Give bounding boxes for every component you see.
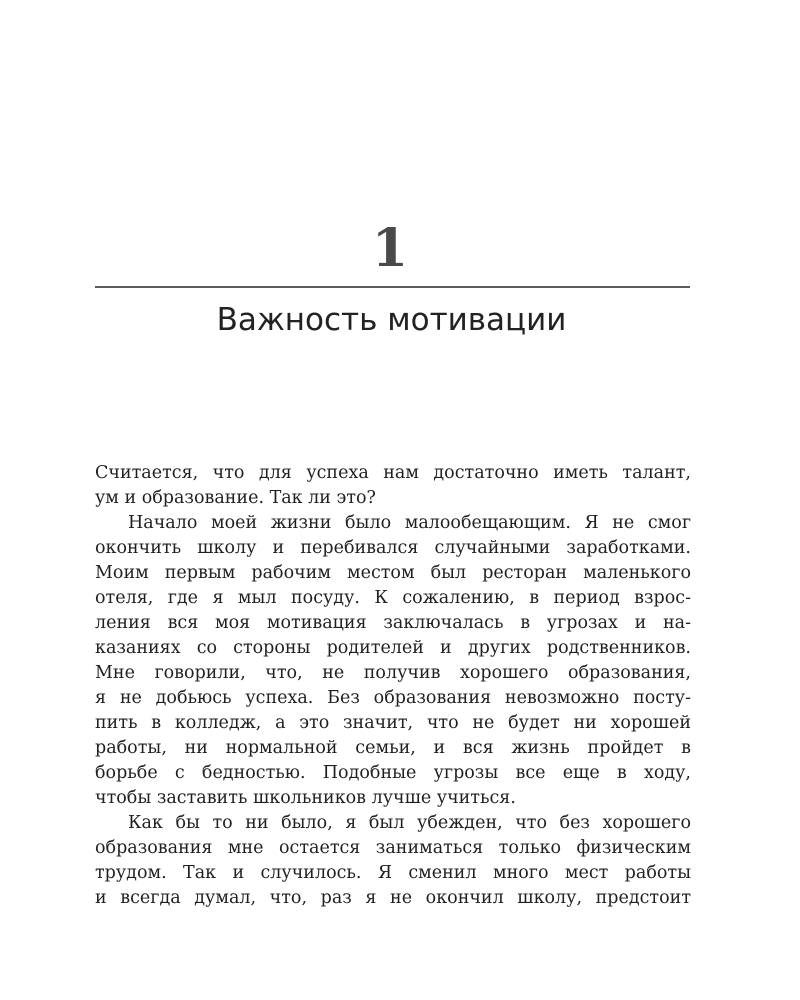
text-line: образования мне остается заниматься только физическим [95,838,691,858]
text-line: отеля, где я мыл посуду. К сожалению, в период взрос- [95,588,691,608]
text-line: работы, ни нормальной семьи, и вся жизнь пройдет в [95,738,691,758]
body-text [95,461,691,911]
text-line: ум и образование. Так ли это? [95,488,376,508]
text-line: я не добьюсь успеха. Без образования невозможно посту- [95,688,691,708]
text-line: и всегда думал, что, раз я не окончил школу, предстоит [95,888,691,908]
text-line: чтобы заставить школьников лучше учиться. [95,788,516,808]
chapter-divider [95,286,690,288]
text-line: борьбе с бедностью. Подобные угрозы все еще в ходу, [95,763,691,783]
text-line: Начало моей жизни было малообещающим. Я не смог [128,513,691,533]
text-line: казаниях со стороны родителей и других родственников. [95,638,691,658]
chapter-number: 1 [371,218,409,279]
text-line: Моим первым рабочим местом был ресторан маленького [95,563,691,583]
text-line: пить в колледж, а это значит, что не будет ни хорошей [95,713,691,733]
text-line: Мне говорили, что, не получив хорошего образования, [95,663,691,683]
text-line: трудом. Так и случилось. Я сменил много мест работы [95,863,691,883]
text-line: ления вся моя мотивация заключалась в угрозах и на- [95,613,691,633]
chapter-title: Важность мотивации [216,302,567,338]
text-line: Считается, что для успеха нам достаточно иметь талант, [95,463,691,483]
text-line: окончить школу и перебивался случайными заработками. [95,538,691,558]
text-line: Как бы то ни было, я был убежден, что без хорошего [128,813,691,833]
